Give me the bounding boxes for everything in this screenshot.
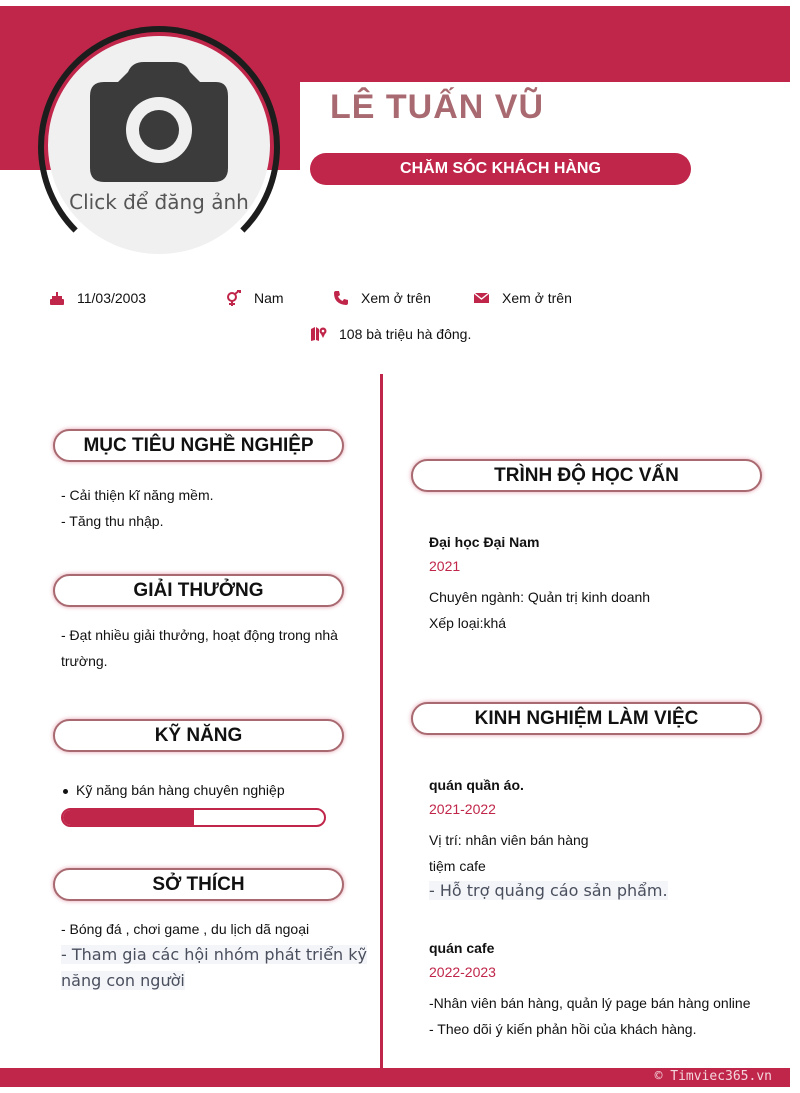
experience-heading: KINH NGHIỆM LÀM VIỆC xyxy=(411,702,762,735)
email-icon xyxy=(473,291,490,305)
hobbies-line-2b: năng con người xyxy=(61,971,185,990)
job-company: quán cafe xyxy=(429,940,495,956)
column-divider xyxy=(380,374,383,1068)
skill-level-fill xyxy=(63,810,194,825)
skills-heading: KỸ NĂNG xyxy=(53,719,344,752)
job-period: 2021-2022 xyxy=(429,801,496,817)
objective-line: - Cải thiện kĩ năng mềm. xyxy=(61,487,214,503)
objective-line: - Tăng thu nhập. xyxy=(61,513,164,529)
skill-name: Kỹ năng bán hàng chuyên nghiệp xyxy=(76,782,285,798)
photo-hint: Click để đăng ảnh xyxy=(69,190,249,214)
email-value: Xem ở trên xyxy=(502,290,572,306)
bullet-dot xyxy=(63,789,68,794)
school-name: Đại học Đại Nam xyxy=(429,534,540,550)
education-year: 2021 xyxy=(429,558,461,574)
hobbies-line-2 xyxy=(61,942,367,994)
education-rank: Xếp loại:khá xyxy=(429,615,507,631)
job-line: tiệm cafe xyxy=(429,858,486,874)
address-value: 108 bà triệu hà đông. xyxy=(339,326,472,342)
skill-item xyxy=(63,777,285,803)
camera-icon xyxy=(88,60,230,184)
education-major: Chuyên ngành: Quản trị kinh doanh xyxy=(429,589,651,605)
birthday-value: 11/03/2003 xyxy=(77,290,147,306)
watermark: © Timviec365.vn xyxy=(654,1069,772,1084)
objective-content xyxy=(61,482,214,534)
hobbies-line-2a: - Tham gia các hội nhóm phát triển kỹ xyxy=(61,945,367,964)
gender-value: Nam xyxy=(254,290,284,306)
awards-heading: GIẢI THƯỞNG xyxy=(53,574,344,607)
phone-item xyxy=(333,290,431,306)
objective-heading: MỤC TIÊU NGHỀ NGHIỆP xyxy=(53,429,344,462)
avatar-upload[interactable] xyxy=(48,36,270,254)
job-line-3: - Hỗ trợ quảng cáo sản phẩm. xyxy=(429,881,668,900)
email-item xyxy=(473,290,572,306)
gender-item xyxy=(226,290,284,306)
phone-icon xyxy=(333,290,349,306)
job-company: quán quần áo. xyxy=(429,777,524,793)
address-item xyxy=(310,326,471,342)
gender-icon xyxy=(226,290,242,306)
job-period: 2022-2023 xyxy=(429,964,496,980)
awards-line: - Đạt nhiều giải thưởng, hoạt động trong nhà xyxy=(61,627,338,643)
birthday-item xyxy=(49,290,146,306)
phone-value: Xem ở trên xyxy=(361,290,431,306)
awards-content xyxy=(61,622,338,674)
footer-bar xyxy=(0,1068,790,1087)
map-pin-icon xyxy=(310,326,327,342)
skill-level-bar xyxy=(61,808,326,827)
job-line: -Nhân viên bán hàng, quản lý page bán hàng online xyxy=(429,995,751,1011)
position-title: CHĂM SÓC KHÁCH HÀNG xyxy=(310,153,691,185)
education-heading: TRÌNH ĐỘ HỌC VẤN xyxy=(411,459,762,492)
cake-icon xyxy=(49,290,65,306)
hobbies-line-1: - Bóng đá , chơi game , du lịch dã ngoại xyxy=(61,921,310,937)
hobbies-heading: SỞ THÍCH xyxy=(53,868,344,901)
job-line: Vị trí: nhân viên bán hàng xyxy=(429,832,589,848)
job-line: - Theo dõi ý kiến phản hồi của khách hàng. xyxy=(429,1021,697,1037)
job-line-highlight xyxy=(429,878,668,904)
candidate-name: LÊ TUẤN VŨ xyxy=(330,88,544,126)
awards-line: trường. xyxy=(61,653,108,669)
